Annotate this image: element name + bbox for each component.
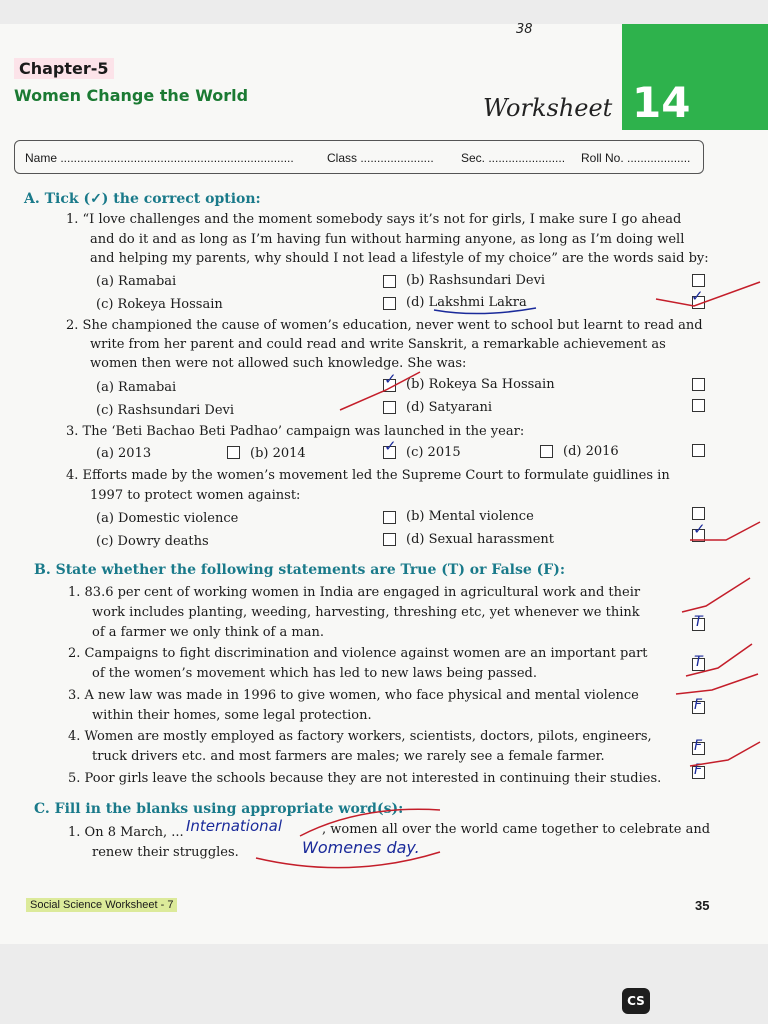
chapter-title: Women Change the World xyxy=(14,86,249,105)
roll-no-field[interactable]: Roll No. ................... xyxy=(581,151,691,165)
b3-red-check xyxy=(676,674,758,694)
section-c-heading: C. Fill in the blanks using appropriate word(s): xyxy=(34,801,404,817)
b2-red-check xyxy=(686,644,752,676)
q3-option-d: (d) 2016 xyxy=(563,444,619,459)
c1-line-start: 1. On 8 March, ... xyxy=(68,825,184,840)
q4-line-2: 1997 to protect women against: xyxy=(90,488,301,503)
b5-answer: F xyxy=(694,762,703,778)
footer-book-title: Social Science Worksheet - 7 xyxy=(26,898,177,912)
c1-line-2: renew their struggles. xyxy=(92,845,239,860)
b1-answer: T xyxy=(694,614,703,630)
q1-line-2: and do it and as long as I’m having fun without harming anyone, as long as I’m doing well xyxy=(90,232,685,247)
q2-option-b: (b) Rokeya Sa Hossain xyxy=(406,377,555,392)
q4-line-1: 4. Efforts made by the women’s movement led the Supreme Court to formulate guidlines in xyxy=(66,468,670,483)
q1-line-3: and helping my parents, why should I not lead a lifestyle of my choice” are the words said by: xyxy=(90,251,709,266)
q3-option-c: (c) 2015 xyxy=(406,445,461,460)
class-field[interactable]: Class ...................... xyxy=(327,151,434,165)
q3-option-a: (a) 2013 xyxy=(96,446,152,461)
b3-line-2: within their homes, some legal protection. xyxy=(92,708,372,723)
q3-tick-mark: ✓ xyxy=(384,437,397,455)
b3-line-1: 3. A new law was made in 1996 to give women, who face physical and mental violence xyxy=(68,688,639,703)
q2-line-2: write from her parent and could read and write Sanskrit, a remarkable achievement as xyxy=(90,337,666,352)
q4-option-d: (d) Sexual harassment xyxy=(406,532,554,547)
c1-line-end: , women all over the world came together to celebrate and xyxy=(322,822,711,837)
c1-handwritten-correction: Womenes day. xyxy=(302,838,420,857)
b1-line-2: work includes planting, weeding, harvesting, threshing etc, yet whenever we think xyxy=(92,605,640,620)
q2-red-check xyxy=(340,372,420,410)
q2-option-a: (a) Ramabai xyxy=(96,380,177,395)
q2-line-3: women then were not allowed such knowledge. She was: xyxy=(90,356,467,371)
q3-option-b: (b) 2014 xyxy=(250,446,306,461)
b4-line-1: 4. Women are mostly employed as factory workers, scientists, doctors, pilots, engineers, xyxy=(68,729,652,744)
q1-option-a: (a) Ramabai xyxy=(96,274,177,289)
q1-line-1: 1. “I love challenges and the moment somebody says it’s not for girls, I make sure I go ahead xyxy=(66,212,682,227)
worksheet-number: 14 xyxy=(632,78,691,127)
q4-option-c: (c) Dowry deaths xyxy=(96,534,209,549)
b5-line: 5. Poor girls leave the schools because they are not interested in continuing their studies. xyxy=(68,771,662,786)
q2-option-d: (d) Satyarani xyxy=(406,400,493,415)
b2-answer: T xyxy=(694,654,703,670)
b1-red-check xyxy=(682,578,750,612)
b1-line-1: 1. 83.6 per cent of working women in India are engaged in agricultural work and their xyxy=(68,585,641,600)
sec-field[interactable]: Sec. ....................... xyxy=(461,151,566,165)
b3-answer: F xyxy=(694,697,703,713)
q2-option-c: (c) Rashsundari Devi xyxy=(96,403,235,418)
q4-tick-mark: ✓ xyxy=(693,520,706,538)
q2-line-1: 2. She championed the cause of women’s education, never went to school but learnt to read and xyxy=(66,318,703,333)
top-scribble: 38 xyxy=(516,22,533,37)
q4-red-check xyxy=(690,522,760,540)
q4-option-a: (a) Domestic violence xyxy=(96,511,239,526)
b2-line-2: of the women’s movement which has led to new laws being passed. xyxy=(92,666,538,681)
b1-line-3: of a farmer we only think of a man. xyxy=(92,625,324,640)
camscanner-badge: CS xyxy=(622,988,650,1014)
q1-option-b: (b) Rashsundari Devi xyxy=(406,273,546,288)
section-a-heading: A. Tick (✓) the correct option: xyxy=(24,191,261,207)
q3-line: 3. The ‘Beti Bachao Beti Padhao’ campaign was launched in the year: xyxy=(66,424,525,439)
q1-red-check xyxy=(656,282,760,306)
q1-option-d: (d) Lakshmi Lakra xyxy=(406,295,527,310)
c1-red-correction-curve xyxy=(256,809,440,867)
b4-red-check xyxy=(690,742,760,766)
q1-option-c: (c) Rokeya Hossain xyxy=(96,297,223,312)
name-field[interactable]: Name ...................................................................... xyxy=(25,151,294,165)
c1-handwritten-answer[interactable]: International xyxy=(186,817,282,835)
footer-page-number: 35 xyxy=(695,898,710,913)
section-b-heading: B. State whether the following statements are True (T) or False (F): xyxy=(34,562,565,578)
worksheet-label: Worksheet xyxy=(483,94,613,122)
b4-line-2: truck drivers etc. and most farmers are males; we rarely see a female farmer. xyxy=(92,749,605,764)
q4-option-b: (b) Mental violence xyxy=(406,509,534,524)
b2-line-1: 2. Campaigns to fight discrimination and violence against women are an important part xyxy=(68,646,648,661)
q1-tick-mark: ✓ xyxy=(691,287,704,305)
b4-answer: F xyxy=(694,738,703,754)
q2-tick-mark: ✓ xyxy=(384,370,397,388)
lakshmi-underline xyxy=(434,308,536,314)
chapter-label: Chapter-5 xyxy=(14,58,114,79)
